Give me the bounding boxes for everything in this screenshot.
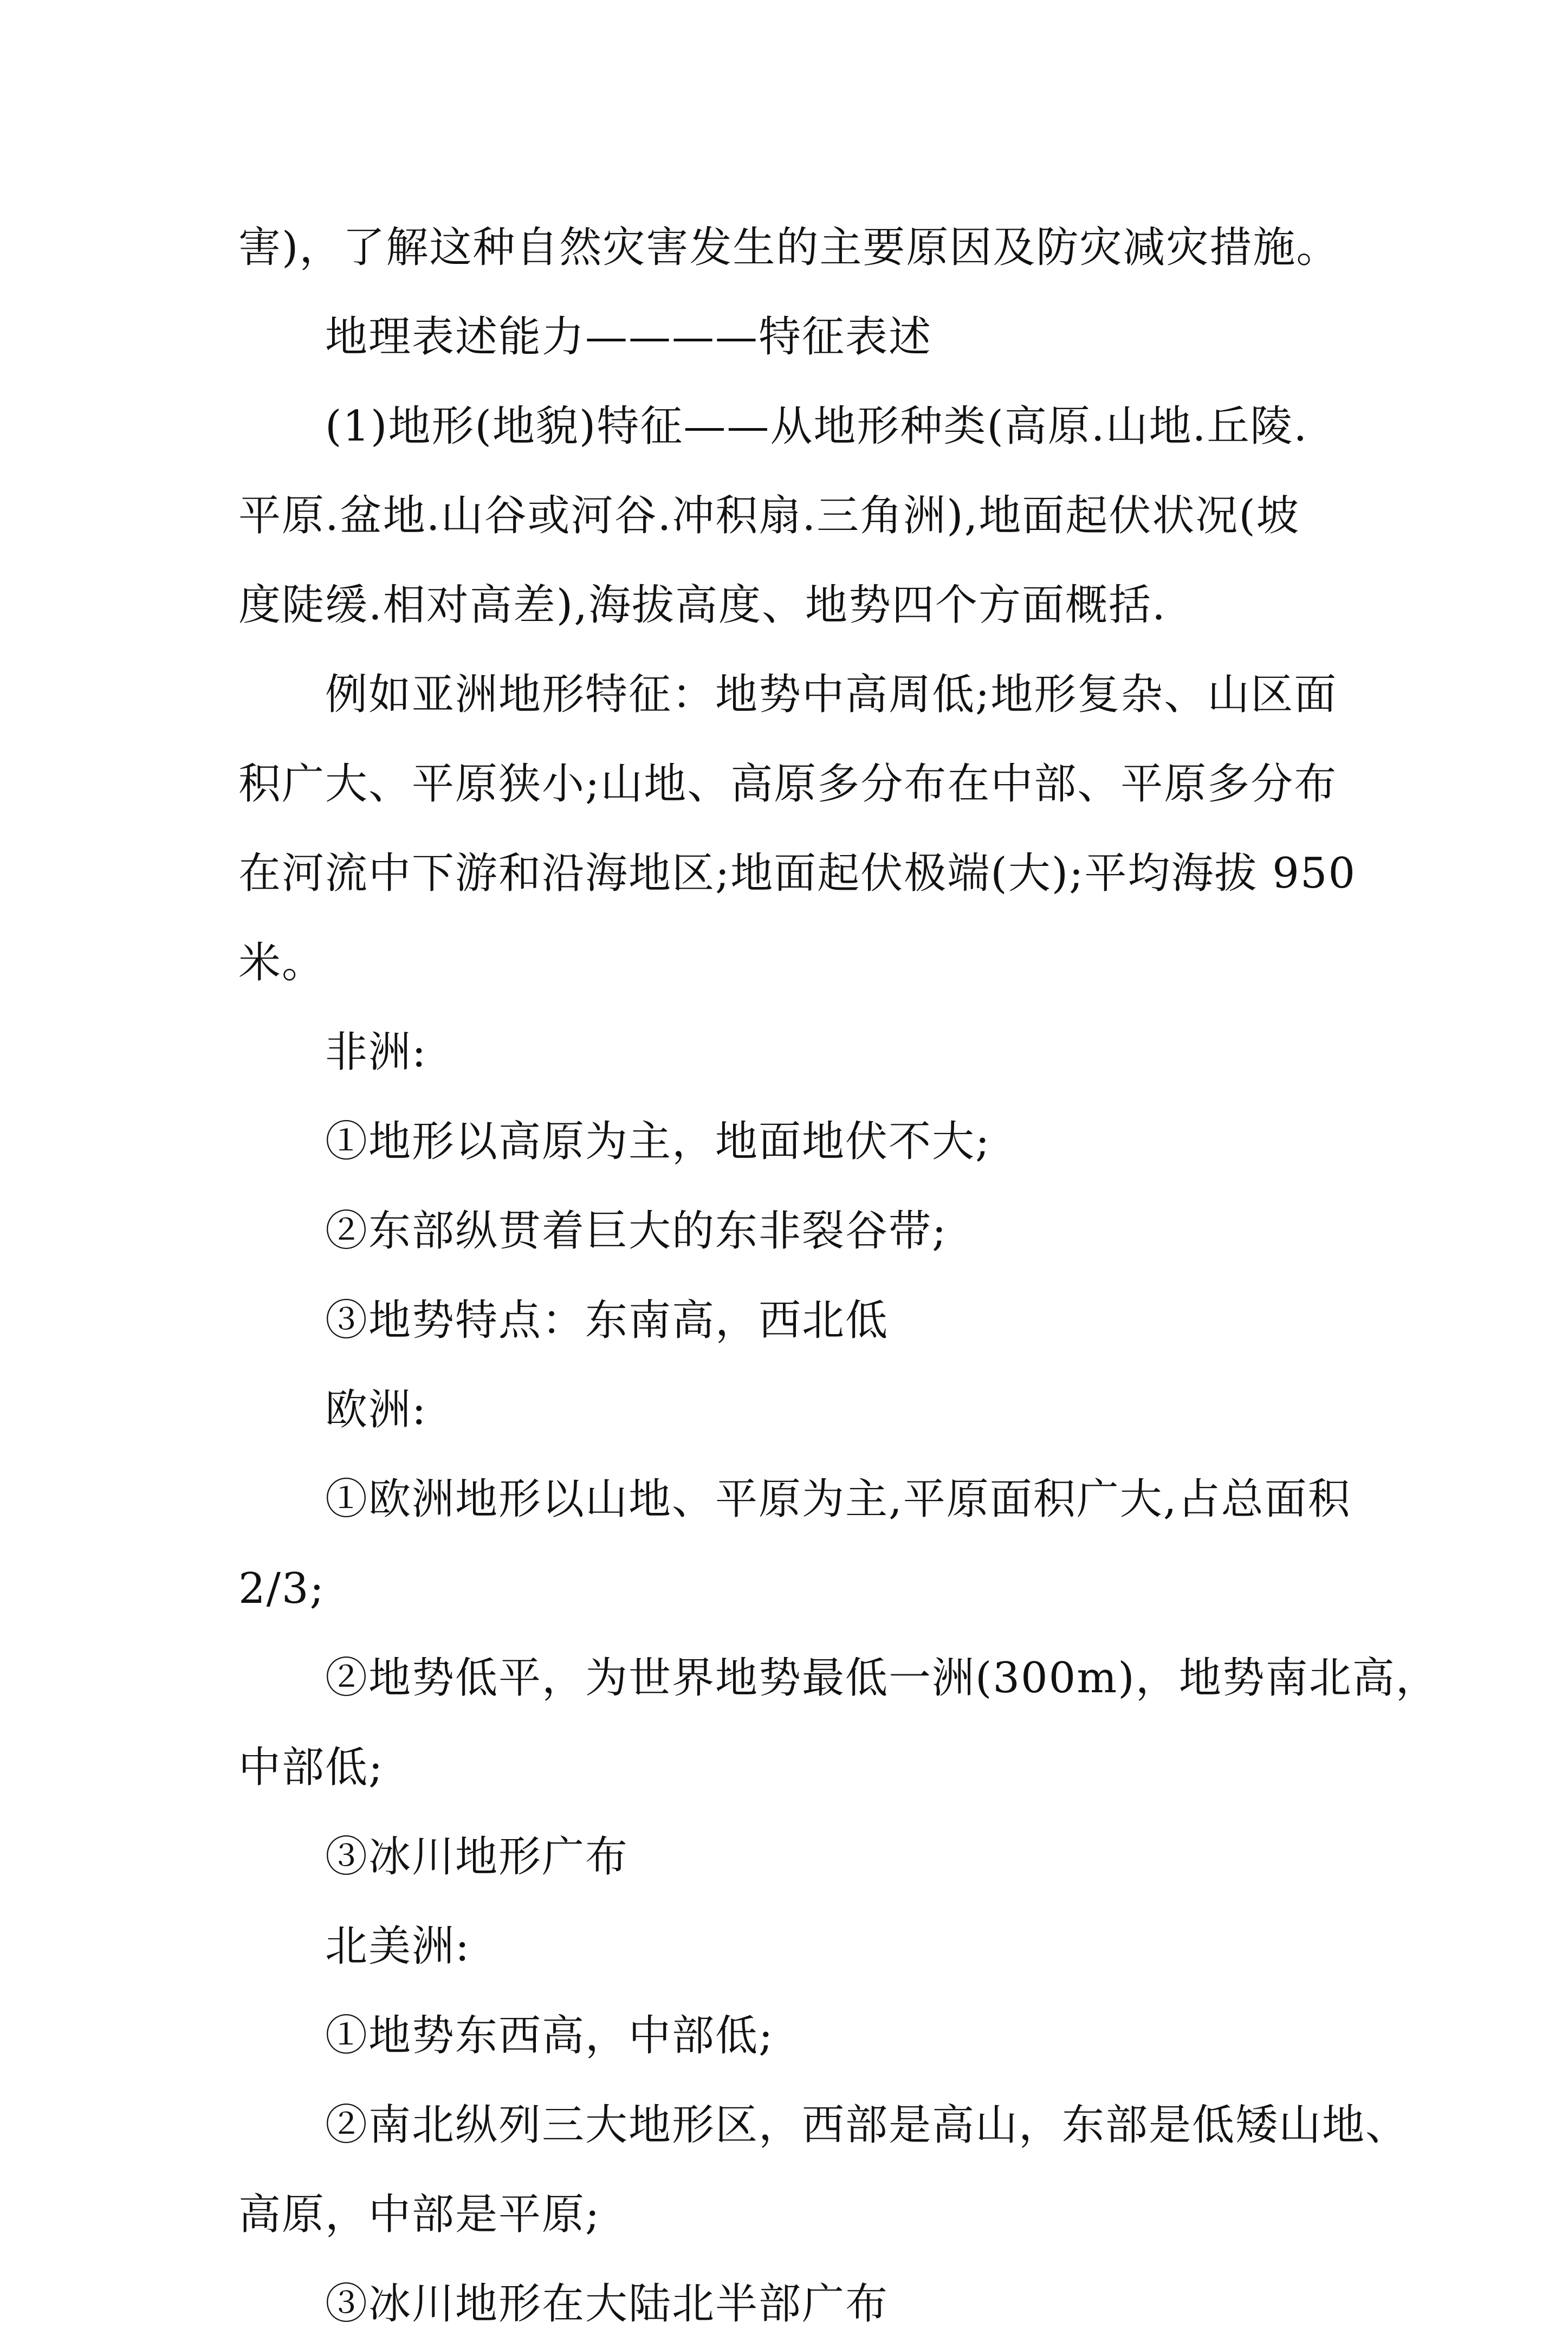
text-line: ①欧洲地形以山地、平原为主,平原面积广大,占总面积 bbox=[325, 1475, 1351, 1524]
text-line: 2/3; bbox=[238, 1564, 325, 1613]
text-line: 地理表述能力————特征表述 bbox=[325, 313, 932, 361]
text-line: 平原.盆地.山谷或河谷.冲积扇.三角洲),地面起伏状况(坡 bbox=[238, 491, 1300, 540]
text-line: (1)地形(地貌)特征——从地形种类(高原.山地.丘陵. bbox=[325, 402, 1308, 451]
document-body bbox=[238, 203, 1439, 2349]
section-heading-north-america: 北美洲: bbox=[325, 1922, 471, 1971]
text-line: ③冰川地形在大陆北半部广布 bbox=[325, 2280, 889, 2328]
text-line: 积广大、平原狭小;山地、高原多分布在中部、平原多分布 bbox=[238, 760, 1338, 808]
text-line: 例如亚洲地形特征：地势中高周低;地形复杂、山区面 bbox=[325, 670, 1338, 719]
text-line: ②南北纵列三大地形区，西部是高山，东部是低矮山地、 bbox=[325, 2101, 1409, 2150]
text-line: ①地势东西高，中部低; bbox=[325, 2011, 774, 2060]
text-line: 高原，中部是平原; bbox=[238, 2190, 601, 2239]
text-line: 米。 bbox=[238, 939, 326, 987]
text-line: 在河流中下游和沿海地区;地面起伏极端(大);平均海拔 950 bbox=[238, 849, 1357, 898]
text-line: ②东部纵贯着巨大的东非裂谷带; bbox=[325, 1207, 948, 1256]
text-line: ②地势低平，为世界地势最低一洲(300m)，地势南北高， bbox=[325, 1654, 1439, 1703]
section-heading-europe: 欧洲: bbox=[325, 1386, 427, 1434]
text-line: 害)，了解这种自然灾害发生的主要原因及防灾减灾措施。 bbox=[238, 223, 1340, 272]
text-line: ①地形以高原为主，地面地伏不大; bbox=[325, 1117, 991, 1166]
section-heading-africa: 非洲: bbox=[325, 1028, 427, 1077]
text-line: 度陡缓.相对高差),海拔高度、地势四个方面概括. bbox=[238, 581, 1167, 630]
text-line: ③冰川地形广布 bbox=[325, 1833, 629, 1881]
text-line: 中部低; bbox=[238, 1743, 384, 1792]
text-line: ③地势特点：东南高，西北低 bbox=[325, 1296, 889, 1345]
